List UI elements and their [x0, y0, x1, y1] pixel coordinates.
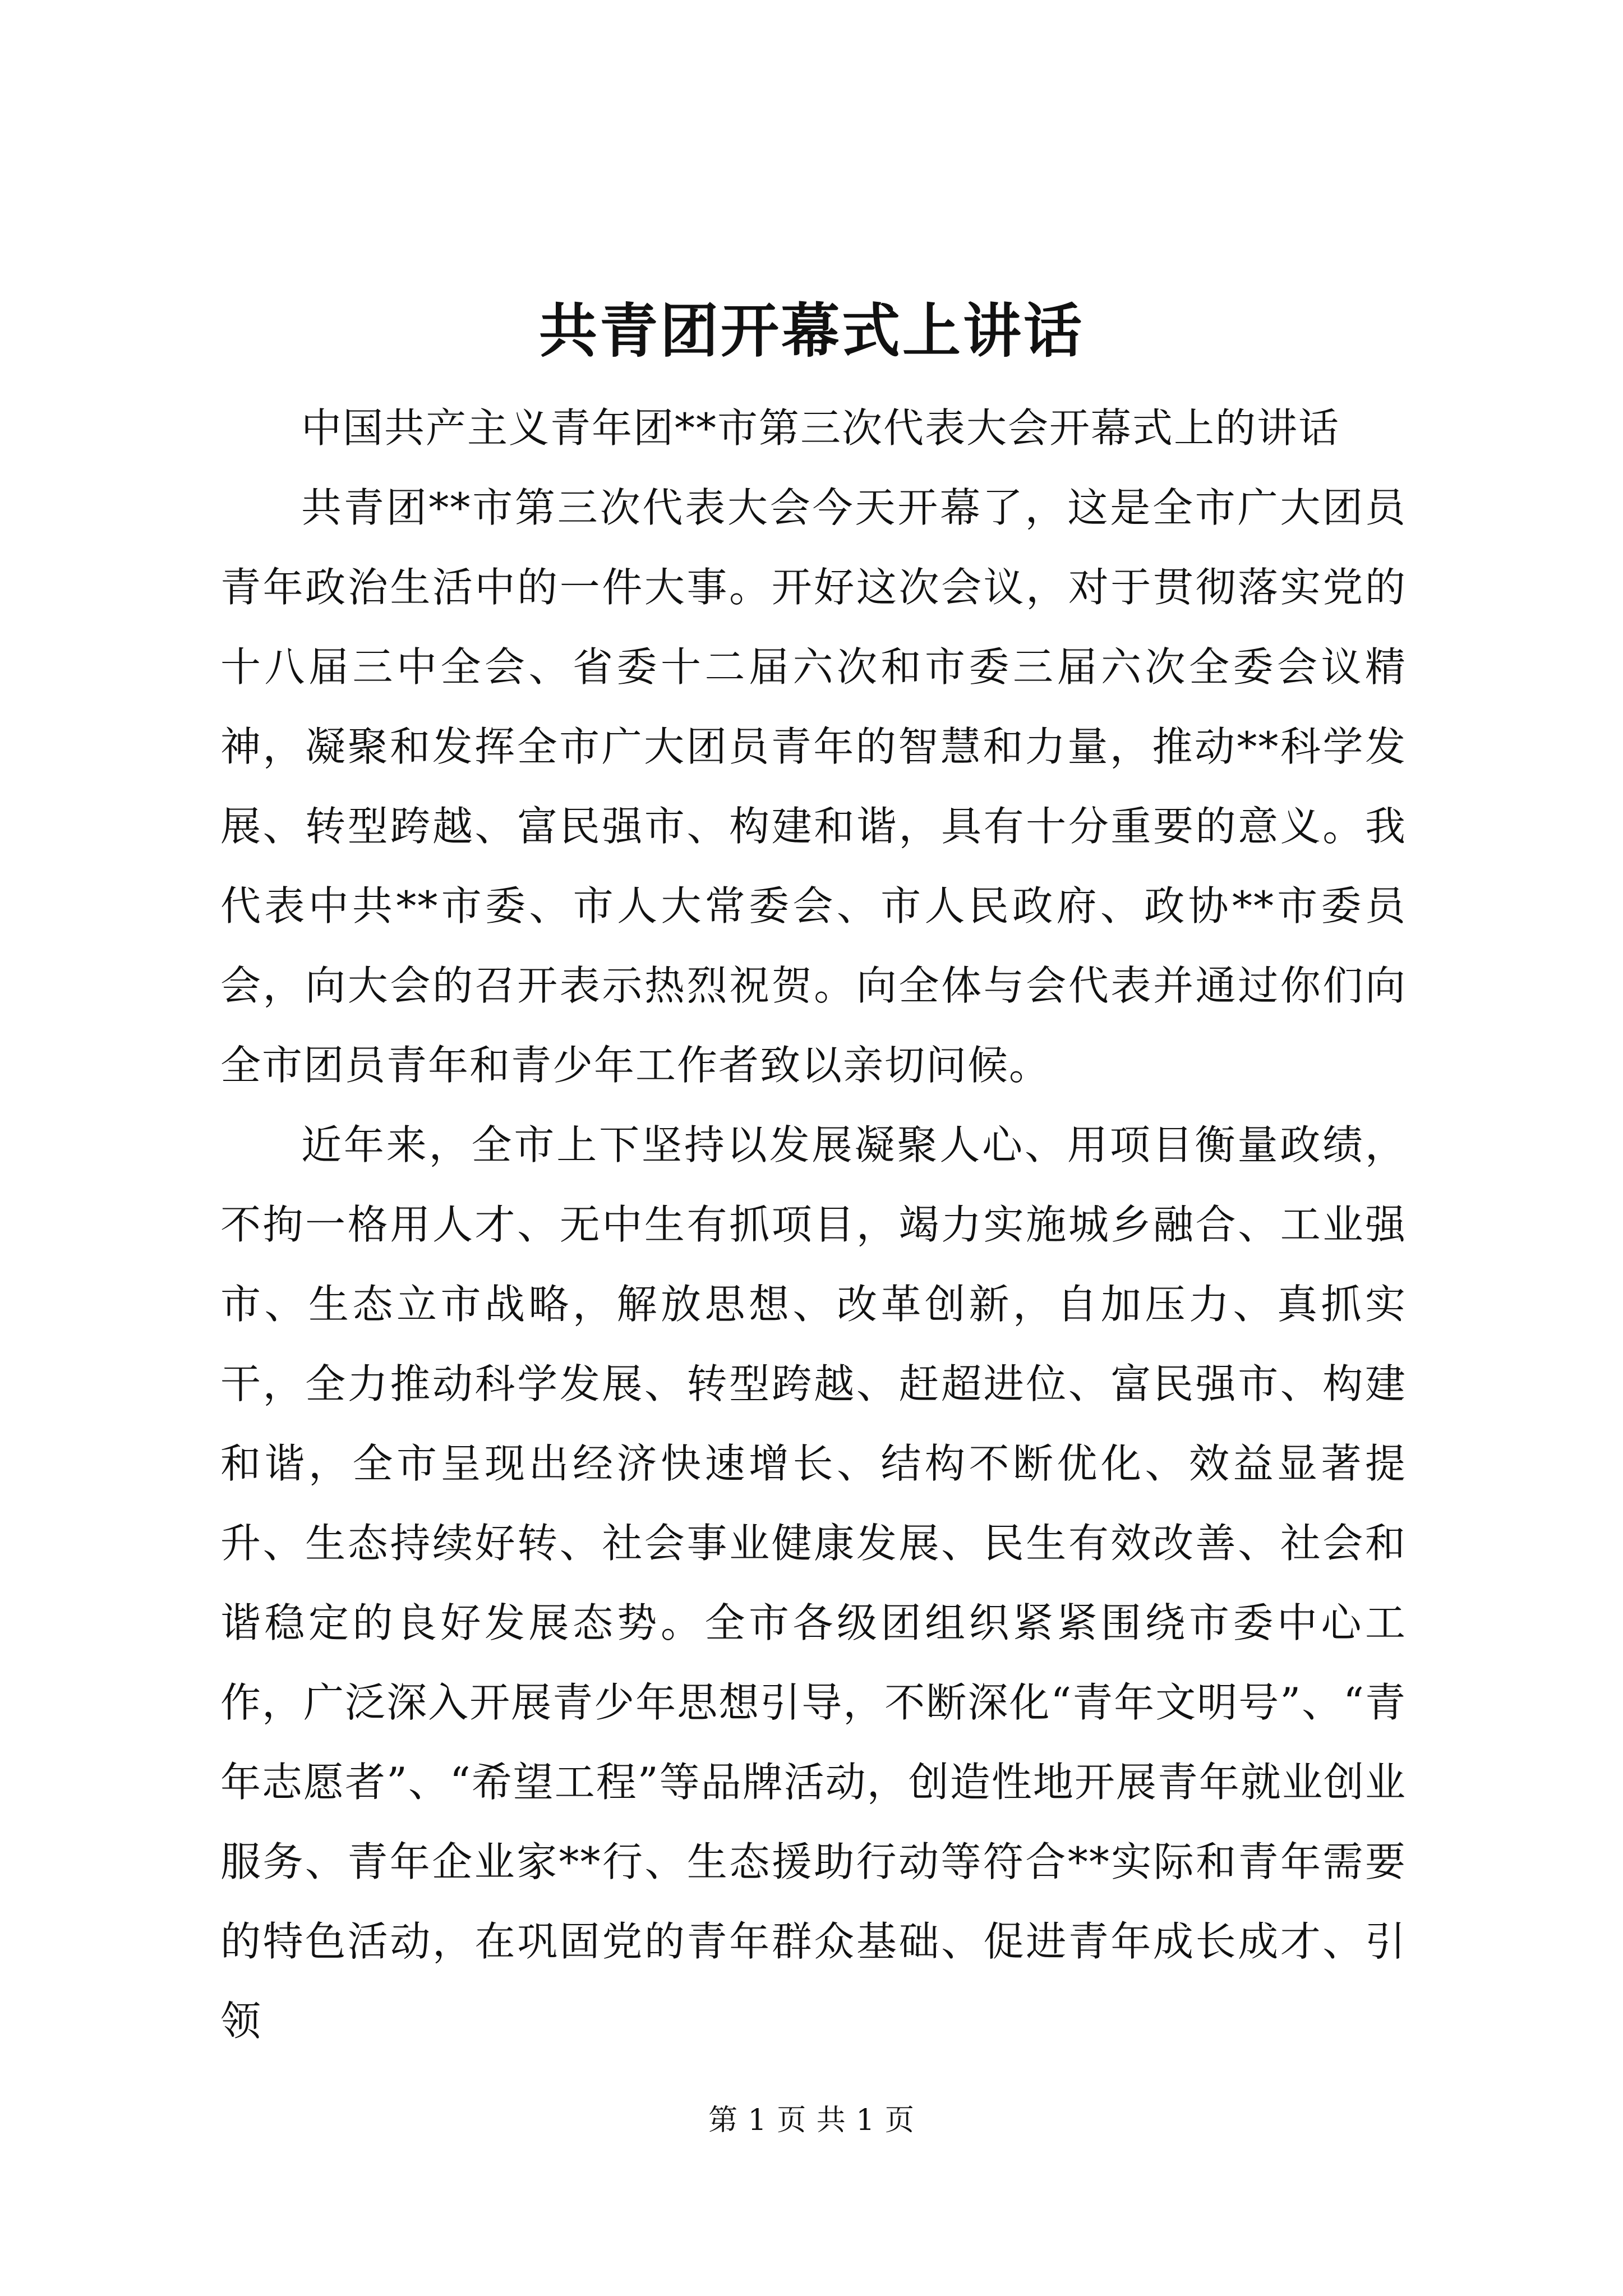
document-body [220, 388, 1407, 2061]
paragraph-1: 共青团**市第三次代表大会今天开幕了，这是全市广大团员青年政治生活中的一件大事。开好这次会议，对于贯彻落实党的十八届三中全会、省委十二届六次和市委三届六次全委会议精神，凝聚和发挥全市广大团员青年的智慧和力量，推动**科学发展、转型跨越、富民强市、构建和谐，具有十分重要的意义。我代表中共**市委、市人大常委会、市人民政府、政协**市委员会，向大会的召开表示热烈祝贺。向全体与会代表并通过你们向全市团员青年和青少年工作者致以亲切问候。 [220, 484, 1407, 1089]
page-footer: 第 1 页 共 1 页 [708, 2104, 915, 2137]
document-subtitle: 中国共产主义青年团**市第三次代表大会开幕式上的讲话 [301, 404, 1340, 452]
paragraph-2: 近年来，全市上下坚持以发展凝聚人心、用项目衡量政绩，不拘一格用人才、无中生有抓项目，竭力实施城乡融合、工业强市、生态立市战略，解放思想、改革创新，自加压力、真抓实干，全力推动科学发展、转型跨越、赶超进位、富民强市、构建和谐，全市呈现出经济快速增长、结构不断优化、效益显著提升、生态持续好转、社会事业健康发展、民生有效改善、社会和谐稳定的良好发展态势。全市各级团组织紧紧围绕市委中心工作，广泛深入开展青少年思想引导，不断深化“青年文明号”、“青年志愿者”、“希望工程”等品牌活动，创造性地开展青年就业创业服务、青年企业家**行、生态援助行动等符合**实际和青年需要的特色活动，在巩固党的青年群众基础、促进青年成长成才、引领 [220, 1121, 1407, 2045]
document-title: 共青团开幕式上讲话 [538, 296, 1084, 365]
